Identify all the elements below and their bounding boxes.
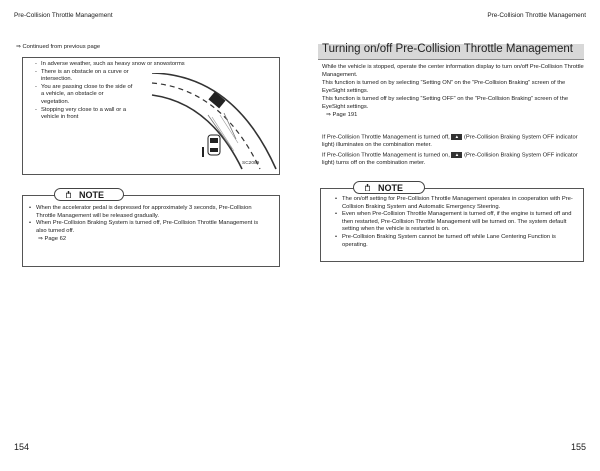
note-label: NOTE bbox=[79, 190, 105, 200]
list-item: - You are passing close to the side of a vehicle, an obstacle or vegetation. bbox=[35, 84, 133, 107]
note-page-link[interactable]: ⇒ Page 62 bbox=[38, 236, 67, 242]
off-text-after: (Pre-Collision Braking System OFF indicator light) illuminates on the combination meter. bbox=[322, 134, 578, 149]
hand-icon bbox=[364, 184, 371, 191]
left-running-header: Pre-Collision Throttle Management bbox=[14, 12, 113, 19]
note-list-right bbox=[334, 196, 574, 249]
page-number-left: 154 bbox=[14, 442, 30, 452]
pcb-off-indicator-icon: ▲ bbox=[451, 152, 462, 158]
pcb-off-indicator-icon: ▲ bbox=[451, 134, 462, 140]
off-text-before: If Pre-Collision Throttle Management is turned off, bbox=[322, 134, 450, 141]
settings-page-link[interactable]: ⇒ Page 191 bbox=[326, 112, 358, 118]
illustration-code: SC2089 bbox=[242, 161, 260, 166]
on-indicator-paragraph bbox=[322, 152, 588, 168]
own-car-icon bbox=[208, 135, 220, 155]
list-item: • When Pre-Collision Braking System is turned off, Pre-Collision Throttle Management is also turned off. bbox=[28, 220, 270, 235]
list-item: - Stopping very close to a wall or a vehicle in front bbox=[35, 107, 133, 122]
list-item: - There is an obstacle on a curve or intersection. bbox=[35, 69, 133, 84]
note-badge-left bbox=[54, 188, 124, 201]
turn-off-paragraph: This function is turned off by selecting “Setting OFF” on the “Pre-Collision Braking” screen of the EyeSight settings. bbox=[322, 96, 569, 110]
curve-obstacle-illustration bbox=[150, 73, 278, 171]
hand-icon bbox=[65, 191, 72, 198]
right-running-header: Pre-Collision Throttle Management bbox=[487, 12, 586, 19]
list-item: • The on/off setting for Pre-Collision Throttle Management operates in cooperation with Pre-Collision Braking System and Automatic Emergency Steering. bbox=[334, 196, 574, 211]
on-text-after: (Pre-Collision Braking System OFF indicator light) turns off on the combination meter. bbox=[322, 152, 578, 167]
note-list-left bbox=[28, 205, 270, 235]
page-number-right: 155 bbox=[570, 442, 586, 452]
note-label: NOTE bbox=[378, 183, 404, 193]
off-indicator-paragraph bbox=[322, 134, 588, 150]
list-item: • Even when Pre-Collision Throttle Management is turned off, if the engine is turned off and then restarted, Pre-Collision Throttle Management will be turned on. The system default setting when the vehicle is restarted is on. bbox=[334, 211, 574, 234]
conditions-list bbox=[35, 61, 185, 122]
intro-paragraph: While the vehicle is stopped, operate the center information display to turn on/off Pre-Collision Throttle Management. bbox=[322, 64, 584, 78]
section-title: Turning on/off Pre-Collision Throttle Management bbox=[322, 43, 574, 55]
turn-on-paragraph: This function is turned on by selecting “Setting ON” on the “Pre-Collision Braking” screen of the EyeSight settings. bbox=[322, 80, 566, 94]
continued-label: ⇒ Continued from previous page bbox=[16, 44, 101, 50]
list-item: • When the accelerator pedal is depressed for approximately 3 seconds, Pre-Collision Throttle Management will be released gradually. bbox=[28, 205, 270, 220]
on-text-before: If Pre-Collision Throttle Management is turned on, bbox=[322, 152, 450, 159]
list-item: • Pre-Collision Braking System cannot be turned off while Lane Centering Function is operating. bbox=[334, 234, 574, 249]
note-badge-right bbox=[353, 181, 425, 194]
list-item: - In adverse weather, such as heavy snow or snowstorms bbox=[35, 61, 201, 69]
